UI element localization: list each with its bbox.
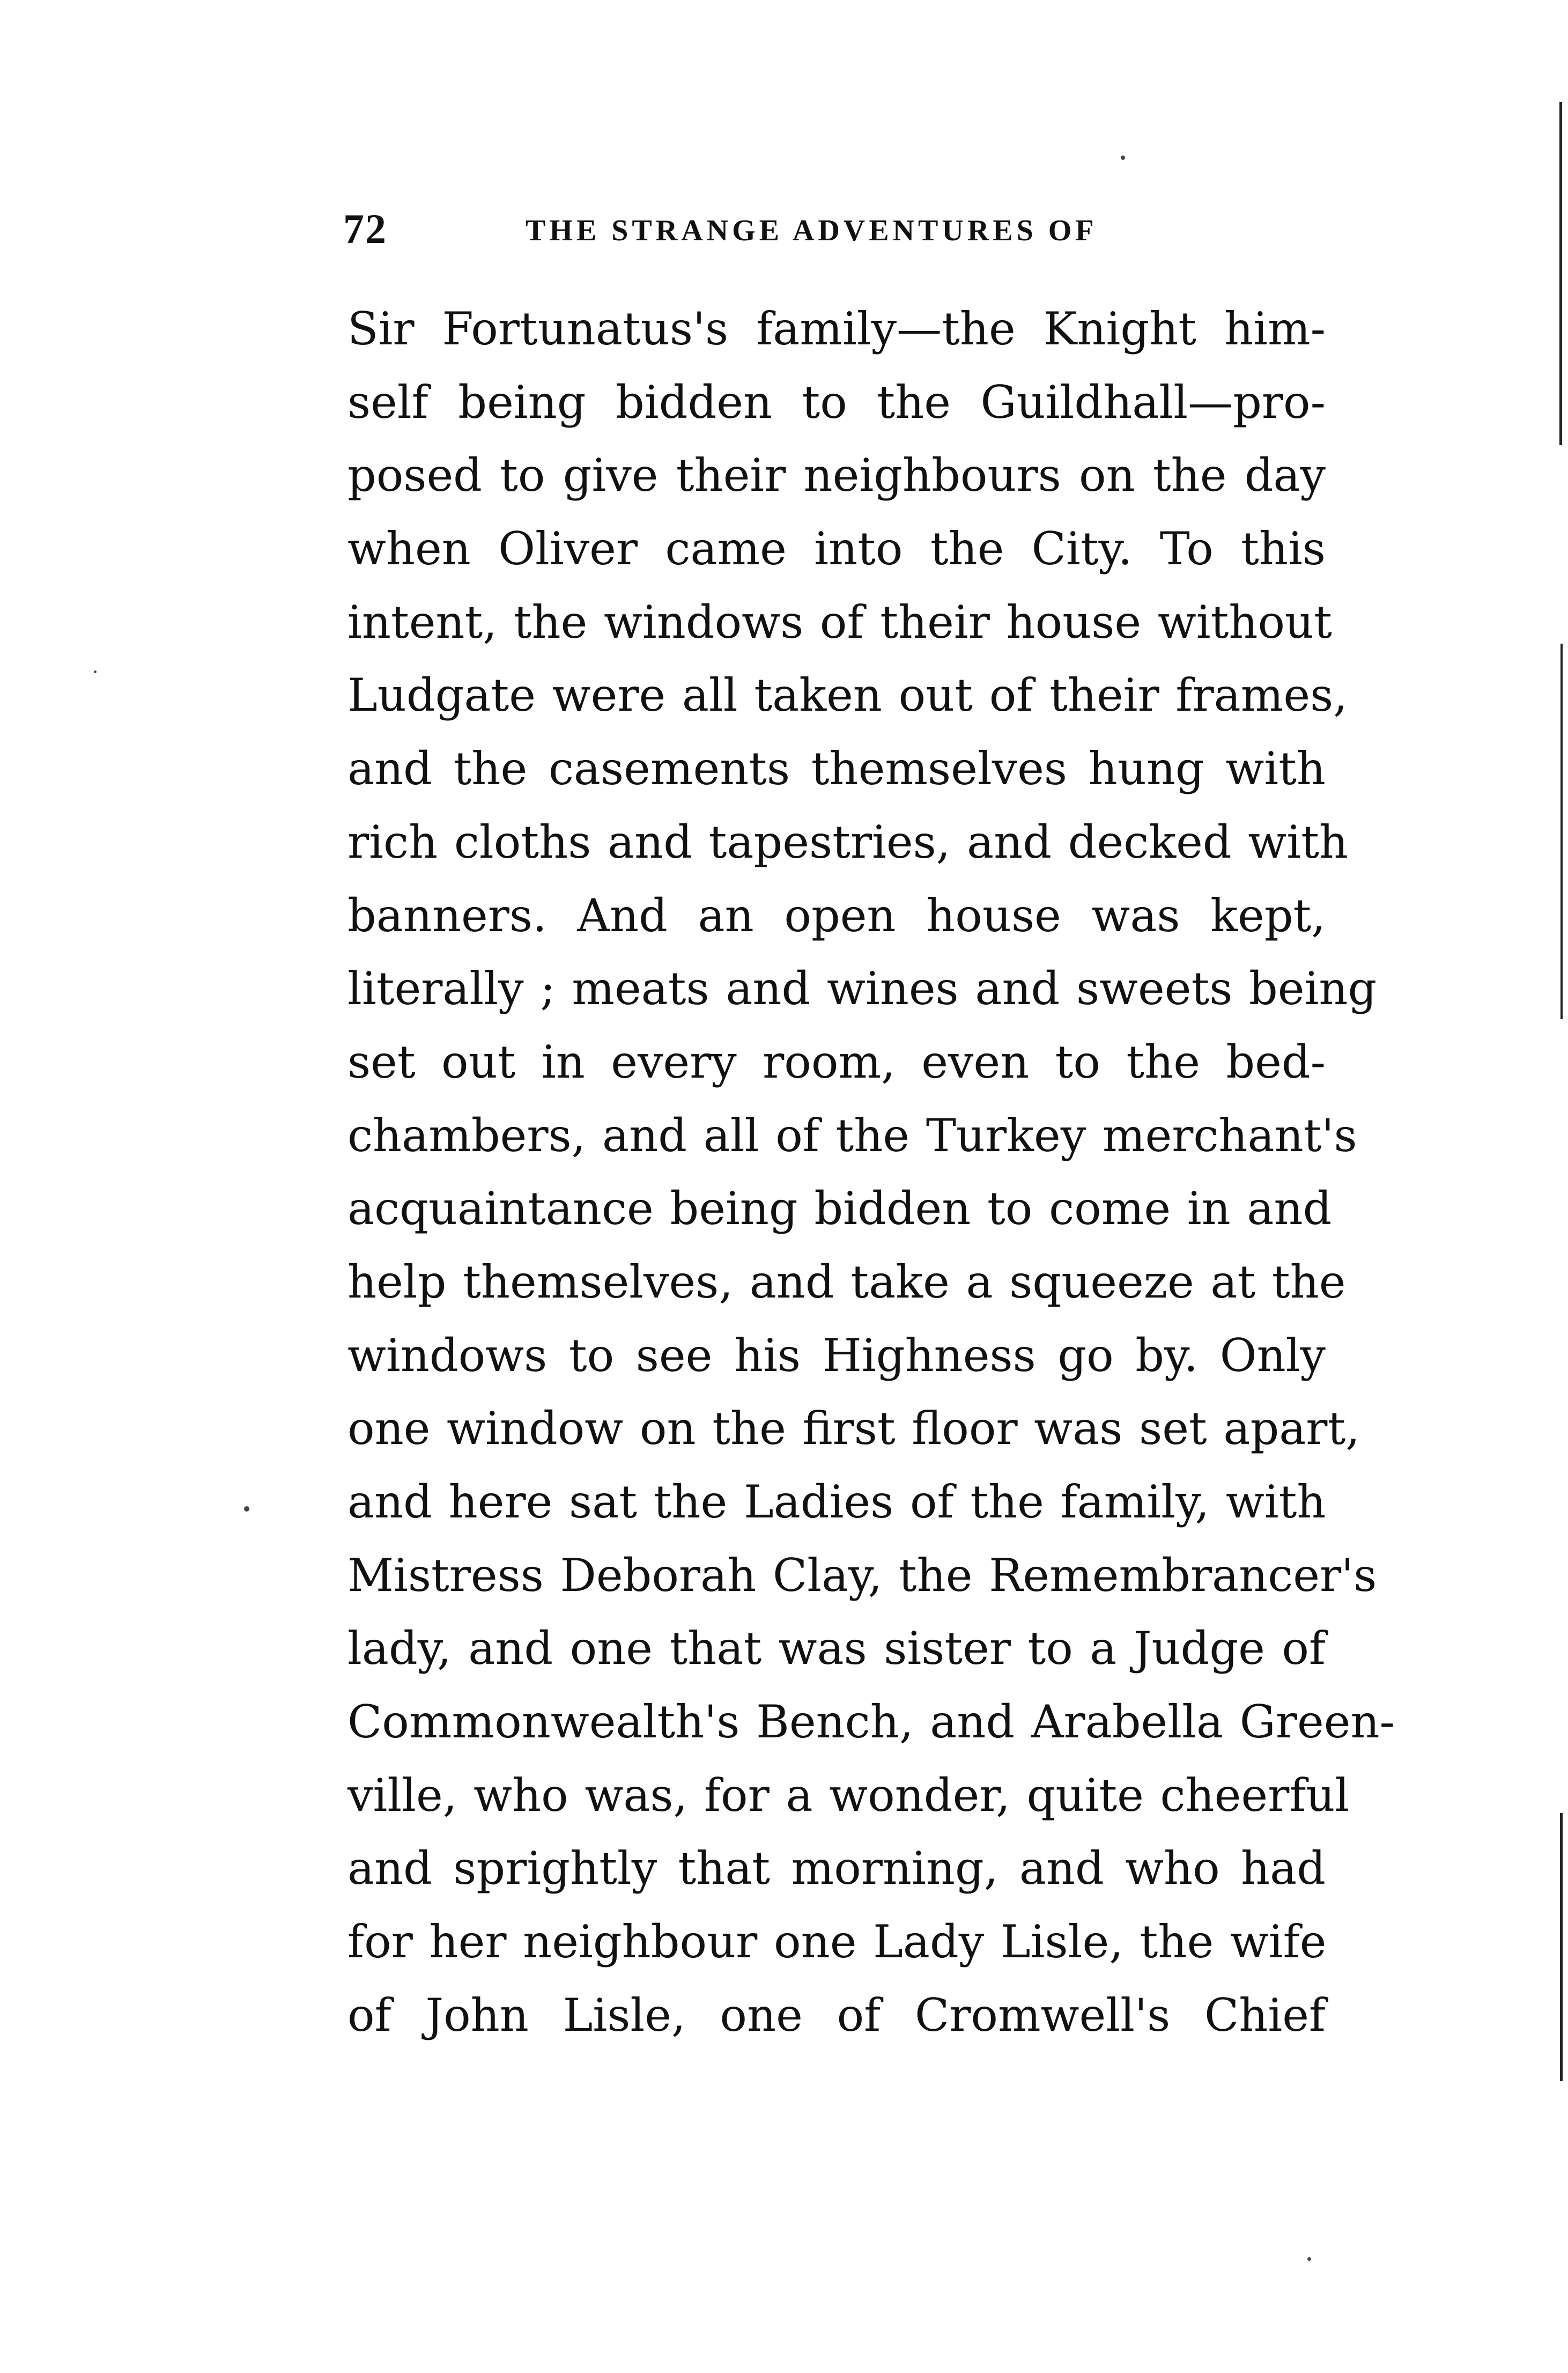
text-line: ville, who was, for a wonder, quite cheerful (347, 1768, 1350, 1822)
text-line: rich cloths and tapestries, and decked with (347, 815, 1348, 868)
scan-speck (244, 1506, 249, 1512)
text-line: when Oliver came into the City. To this (347, 522, 1326, 576)
text-line: help themselves, and take a squeeze at the (347, 1255, 1346, 1308)
text-line: set out in every room, even to the bed- (347, 1035, 1326, 1088)
text-line: for her neighbour one Lady Lisle, the wife (347, 1915, 1327, 1969)
text-line: banners. And an open house was kept, (347, 889, 1326, 942)
text-line: Mistress Deborah Clay, the Remembrancer's (347, 1549, 1377, 1602)
text-line: of John Lisle, one of Cromwell's Chief (347, 1988, 1326, 2042)
running-header (343, 200, 1330, 259)
scan-speck (1121, 156, 1125, 160)
text-line: and sprightly that morning, and who had (347, 1842, 1326, 1895)
text-line: Ludgate were all taken out of their frames, (347, 669, 1348, 722)
page-edge (1559, 102, 1562, 445)
text-line: intent, the windows of their house without (347, 595, 1332, 648)
text-line: and here sat the Ladies of the family, with (347, 1476, 1326, 1528)
page-number: 72 (343, 205, 387, 252)
page-edge (1560, 644, 1563, 1019)
text-line: Commonwealth's Bench, and Arabella Green- (347, 1696, 1395, 1749)
scan-speck (94, 670, 97, 673)
text-line: chambers, and all of the Turkey merchant's (347, 1109, 1357, 1162)
text-line: Sir Fortunatus's family—the Knight him- (347, 303, 1326, 355)
text-line: literally ; meats and wines and sweets being (347, 962, 1377, 1015)
text-line: lady, and one that was sister to a Judge of (347, 1622, 1326, 1675)
text-line: self being bidden to the Guildhall—pro- (347, 375, 1326, 429)
running-title: THE STRANGE ADVENTURES OF (526, 214, 1098, 247)
page-edge (1560, 1813, 1563, 2081)
body-text (347, 292, 1395, 2052)
text-line: windows to see his Highness go by. Only (347, 1329, 1326, 1382)
text-line: acquaintance being bidden to come in and (347, 1182, 1332, 1235)
text-line: posed to give their neighbours on the day (347, 449, 1326, 502)
scan-speck (1307, 2257, 1311, 2261)
text-line: one window on the first floor was set apart, (347, 1402, 1360, 1455)
text-line: and the casements themselves hung with (347, 742, 1326, 795)
